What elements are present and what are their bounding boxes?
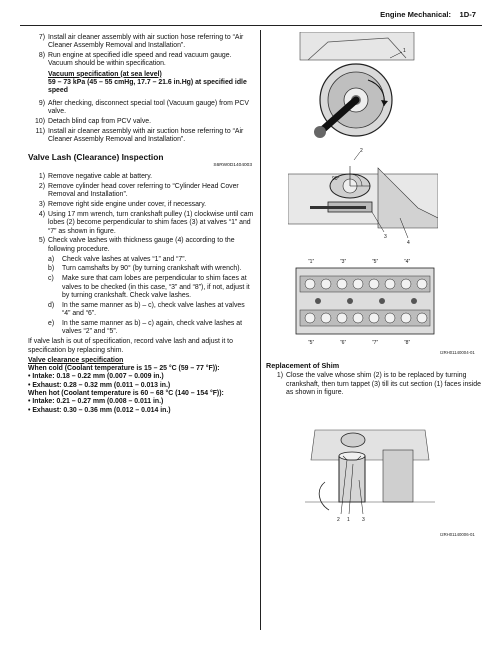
fig2-callout-4: 4 [407, 240, 410, 246]
fig2-angle-label: 90° [332, 176, 340, 182]
substep-a: a) Check valve lashes at valves “1” and “7”. [48, 255, 187, 263]
spec-line: When cold (Coolant temperature is 15 – 25 °C (59 – 77 °F)): [28, 365, 220, 373]
section-title: Valve Lash (Clearance) Inspection [28, 152, 164, 163]
substep-d: d) In the same manner as b) – c), check valve lashes at valves “4” and “6”. [48, 301, 245, 318]
spec-line: • Intake: 0.18 – 0.22 mm (0.007 – 0.009 in.) [28, 373, 164, 381]
valve-label-bottom: “8” [404, 340, 411, 346]
valve-label-top: “4” [404, 259, 411, 265]
valve-label-top: “5” [372, 259, 379, 265]
page-header [380, 10, 476, 19]
shim-step-1: 1) Close the valve whose shim (2) is to be replaced by turning crankshaft, then turn tappet (3) till its cut section (1) faces inside as shown in figure. [276, 372, 481, 396]
valve-clearance-spec: Valve clearance specification When cold (Coolant temperature is 15 – 25 °C (59 – 77 °F)): • Intake: 0.18 – 0.22 mm (0.007 – 0.009 in.) • Exhaust: 0.28 – 0.32 mm (0.011 – 0.013 in.) When hot (Coolant temperature is 60 – 68 °C (140 – 154 °F)): • Intake: 0.21 – 0.27 mm (0.008 – 0.011 in.) • Exhaust: 0.30 – 0.36 mm (0.012 – 0.014 in.) [28, 357, 254, 415]
page-number: 1D-7 [459, 10, 476, 19]
fig3-callout-1: 1 [347, 517, 350, 523]
spec-line: When hot (Coolant temperature is 60 – 68 °C (140 – 154 °F)): [28, 390, 224, 397]
substep-c: c) Make sure that cam lobes are perpendicular to shim faces at valves to be checked (in this case, “3” and “8”), if not, adjust it by turning crankshaft. Check valve lashes. [48, 275, 250, 299]
step-11: 11) Install air cleaner assembly with air suction hose referring to “Air Cleaner Assembly Removal and Installation”. [35, 127, 244, 144]
fig3-callout-3: 3 [362, 517, 365, 523]
valve-label-top: “3” [340, 259, 347, 265]
step-10: 10) Detach blind cap from PCV valve. [35, 117, 152, 125]
substep-e: e) In the same manner as b) – c) again, check valve lashes at valves “2” and “5”. [48, 320, 243, 336]
crankshaft-pulley-figure [298, 32, 416, 140]
section-code: S6RW0D1404003 [213, 162, 252, 168]
header-title: Engine Mechanical: [380, 10, 452, 19]
tappet-figure [305, 420, 435, 530]
substep-b: b) Turn camshafts by 90° (by turning crankshaft with wrench). [48, 265, 242, 273]
lash-step-3: 3) Remove right side engine under cover, if necessary. [38, 201, 207, 209]
step-8: 8) Run engine at specified idle speed and read vacuum gauge. Vacuum should be within specification. [38, 52, 232, 68]
valve-label-bottom: “5” [308, 340, 315, 346]
lash-step-5: 5) Check valve lashes with thickness gauge (4) according to the following procedure. [38, 237, 235, 253]
vacuum-specification: Vacuum specification (at sea level) 59 – 73 kPa (45 – 55 cmHg, 17.7 – 21.6 in.Hg) at specified idle speed [48, 70, 247, 95]
fig2-code: I2RH01140004-01 [440, 350, 475, 355]
shim-title: Replacement of Shim [266, 361, 340, 370]
cam-lobe-figure [288, 148, 438, 250]
out-of-spec-note: If valve lash is out of specification, record valve lash and adjust it to specification by replacing shim. [28, 338, 233, 354]
valve-label-bottom: “7” [372, 340, 379, 346]
step-9: 9) After checking, disconnect special tool (Vacuum gauge) from PCV valve. [38, 99, 249, 115]
lash-step-4: 4) Using 17 mm wrench, turn crankshaft pulley (1) clockwise until cam lobes (2) become perpendicular to shim faces (3) at valves “1” and “7” as shown in figure. [38, 210, 254, 235]
lash-step-2: 2) Remove cylinder head cover referring to “Cylinder Head Cover Removal and Installation”. [38, 182, 239, 199]
fig2-callout-3: 3 [384, 234, 387, 240]
fig3-code: I2RH01140006-01 [440, 532, 475, 537]
fig1-callout-1: 1 [403, 48, 406, 54]
spec-line: • Exhaust: 0.30 – 0.36 mm (0.012 – 0.014 in.) [28, 406, 171, 414]
valve-layout-figure [290, 256, 440, 348]
spec-line: • Intake: 0.21 – 0.27 mm (0.008 – 0.011 in.) [28, 398, 164, 406]
valve-label-top: “1” [308, 259, 315, 265]
step-7: 7) Install air cleaner assembly with air suction hose referring to “Air Cleaner Assembly Removal and Installation”. [38, 34, 244, 50]
valve-label-bottom: “6” [340, 340, 347, 346]
fig2-callout-2: 2 [360, 148, 363, 154]
lash-step-1: 1) Remove negative cable at battery. [38, 172, 153, 180]
spec-line: • Exhaust: 0.28 – 0.32 mm (0.011 – 0.013 in.) [28, 381, 171, 389]
fig3-callout-2: 2 [337, 517, 340, 523]
header-rule [20, 25, 482, 26]
left-column [28, 34, 254, 415]
column-divider [260, 30, 261, 630]
shim-replacement-section [266, 362, 488, 399]
